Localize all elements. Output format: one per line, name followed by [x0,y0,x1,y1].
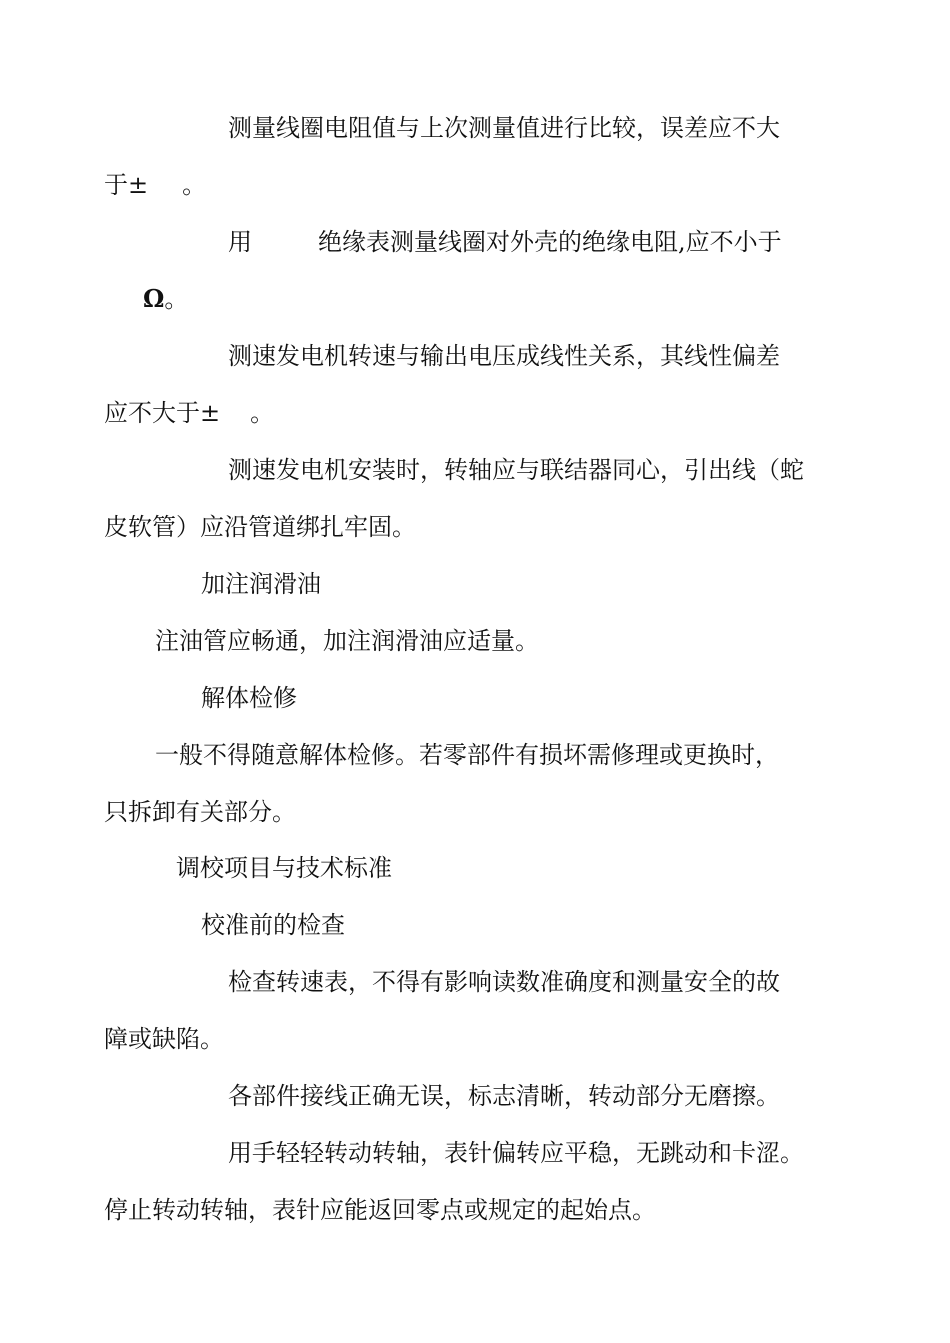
paragraph-inspection-line2: 障或缺陷。 [104,1025,224,1053]
paragraph-disassembly-line2: 只拆卸有关部分。 [104,798,296,826]
paragraph-linearity-prefix: 应不大于± [104,399,221,427]
paragraph-installation-line1: 测速发电机安装时，转轴应与联结器同心，引出线（蛇 [228,456,804,484]
paragraph-installation-line2: 皮软管）应沿管道绑扎牢固。 [104,513,416,541]
paragraph-resistance-line2 [104,170,206,200]
paragraph-linearity-line2 [104,398,274,428]
paragraph-insulation-suffix: 。 [164,285,189,313]
paragraph-insulation-line1 [228,227,782,257]
paragraph-linearity-line1: 测速发电机转速与输出电压成线性关系，其线性偏差 [228,342,780,370]
paragraph-lubrication: 注油管应畅通，加注润滑油应适量。 [155,627,539,655]
paragraph-rotation-line1: 用手轻轻转动转轴，表针偏转应平稳，无跳动和卡涩。 [228,1139,804,1167]
paragraph-resistance-prefix: 于± [104,171,149,199]
heading-disassembly: 解体检修 [201,684,297,712]
heading-precheck: 校准前的检查 [201,911,345,939]
paragraph-resistance-line1: 测量线圈电阻值与上次测量值进行比较，误差应不大 [228,114,780,142]
paragraph-inspection-line1: 检查转速表，不得有影响读数准确度和测量安全的故 [228,968,780,996]
paragraph-insulation-prefix: 用 [228,228,252,256]
paragraph-wiring: 各部件接线正确无误，标志清晰，转动部分无磨擦。 [228,1082,780,1110]
ohm-unit: Ω [143,284,165,313]
paragraph-insulation-line2 [143,284,188,314]
heading-lubrication: 加注润滑油 [201,570,321,598]
paragraph-resistance-suffix: 。 [182,171,207,199]
paragraph-rotation-line2: 停止转动转轴，表针应能返回零点或规定的起始点。 [104,1196,656,1224]
paragraph-insulation-text: 绝缘表测量线圈对外壳的绝缘电阻,应不小于 [318,228,782,256]
paragraph-disassembly-line1: 一般不得随意解体检修。若零部件有损坏需修理或更换时， [155,741,779,769]
heading-calibration: 调校项目与技术标准 [176,854,392,882]
paragraph-linearity-suffix: 。 [250,399,275,427]
